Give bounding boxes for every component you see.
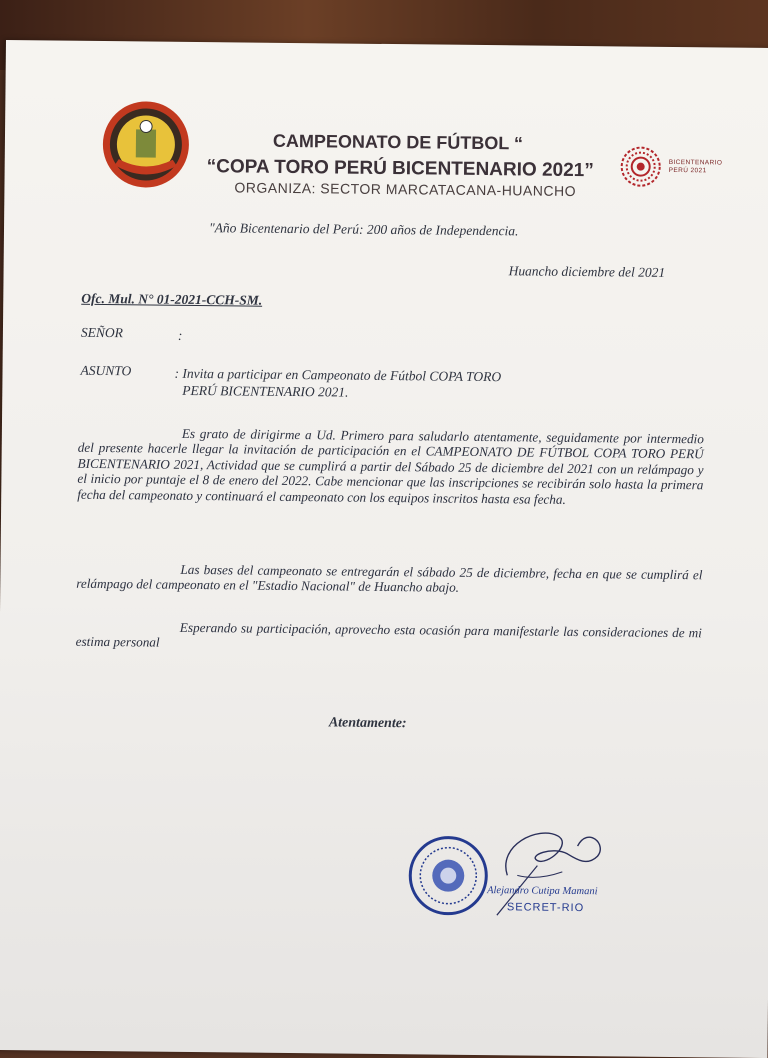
paragraph-3: Esperando su participación, aprovecho esta ocasión para manifestarle las consideraciones de mi estima personal — [75, 619, 702, 651]
bicentenario-emblem-icon — [618, 144, 662, 188]
paragraph-1: Es grato de dirigirme a Ud. Primero para saludarlo atentamente, seguidamente por intermedio del presente hacerle llegar la invitación de participación en el CAMPEONATO DE FÚTBOL COPA TORO PERÚ BICENTENARIO 2021, Actividad que se cumplirá a partir del Sábado 25 de diciembre del 2021 con un relámpago y el inicio por puntaje el 8 de enero del 2022. Cabe mencionar que las inscripciones se recibirán solo hasta la primera fecha del campeonato y continuará el campeonato con los equipos inscritos hasta esa fecha. — [77, 425, 704, 507]
recipient-label: SEÑOR — [80, 324, 124, 341]
motto: "Año Bicentenario del Perú: 200 años de Independencia. — [208, 220, 519, 239]
subject-line-2: PERÚ BICENTENARIO 2021. — [182, 382, 349, 400]
recipient-colon: : — [177, 327, 183, 343]
club-crest-icon — [100, 99, 191, 190]
bicentenario-year: PERÚ 2021 — [668, 166, 707, 175]
letter-sheet — [0, 40, 768, 1058]
subject-label: ASUNTO — [80, 362, 132, 379]
title-line-1: CAMPEONATO DE FÚTBOL “ — [272, 130, 524, 154]
paragraph-2: Las bases del campeonato se entregarán el sábado 25 de diciembre, fecha en que se cumplirá el relámpago del campeonato en el "Estadio Nacional" de Huancho abajo. — [76, 561, 703, 596]
subject-line-1: : Invita a participar en Campeonato de Fútbol COPA TORO — [174, 365, 502, 385]
signatory-name: Alejandro Cutipa Mamani — [487, 885, 598, 898]
closing-salutation: Atentamente: — [328, 715, 407, 732]
bicentenario-label: BICENTENARIO — [668, 158, 723, 167]
bicentenario-logo — [618, 142, 739, 195]
organizer-line: ORGANIZA: SECTOR MARCATACANA-HUANCHO — [234, 179, 577, 199]
document-reference: Ofc. Mul. N° 01-2021-CCH-SM. — [81, 290, 263, 308]
place-date: Huancho diciembre del 2021 — [508, 263, 666, 280]
signature-block — [407, 804, 618, 936]
title-line-2: “COPA TORO PERÚ BICENTENARIO 2021” — [206, 156, 594, 182]
signatory-role: SECRET-RIO — [506, 901, 585, 915]
